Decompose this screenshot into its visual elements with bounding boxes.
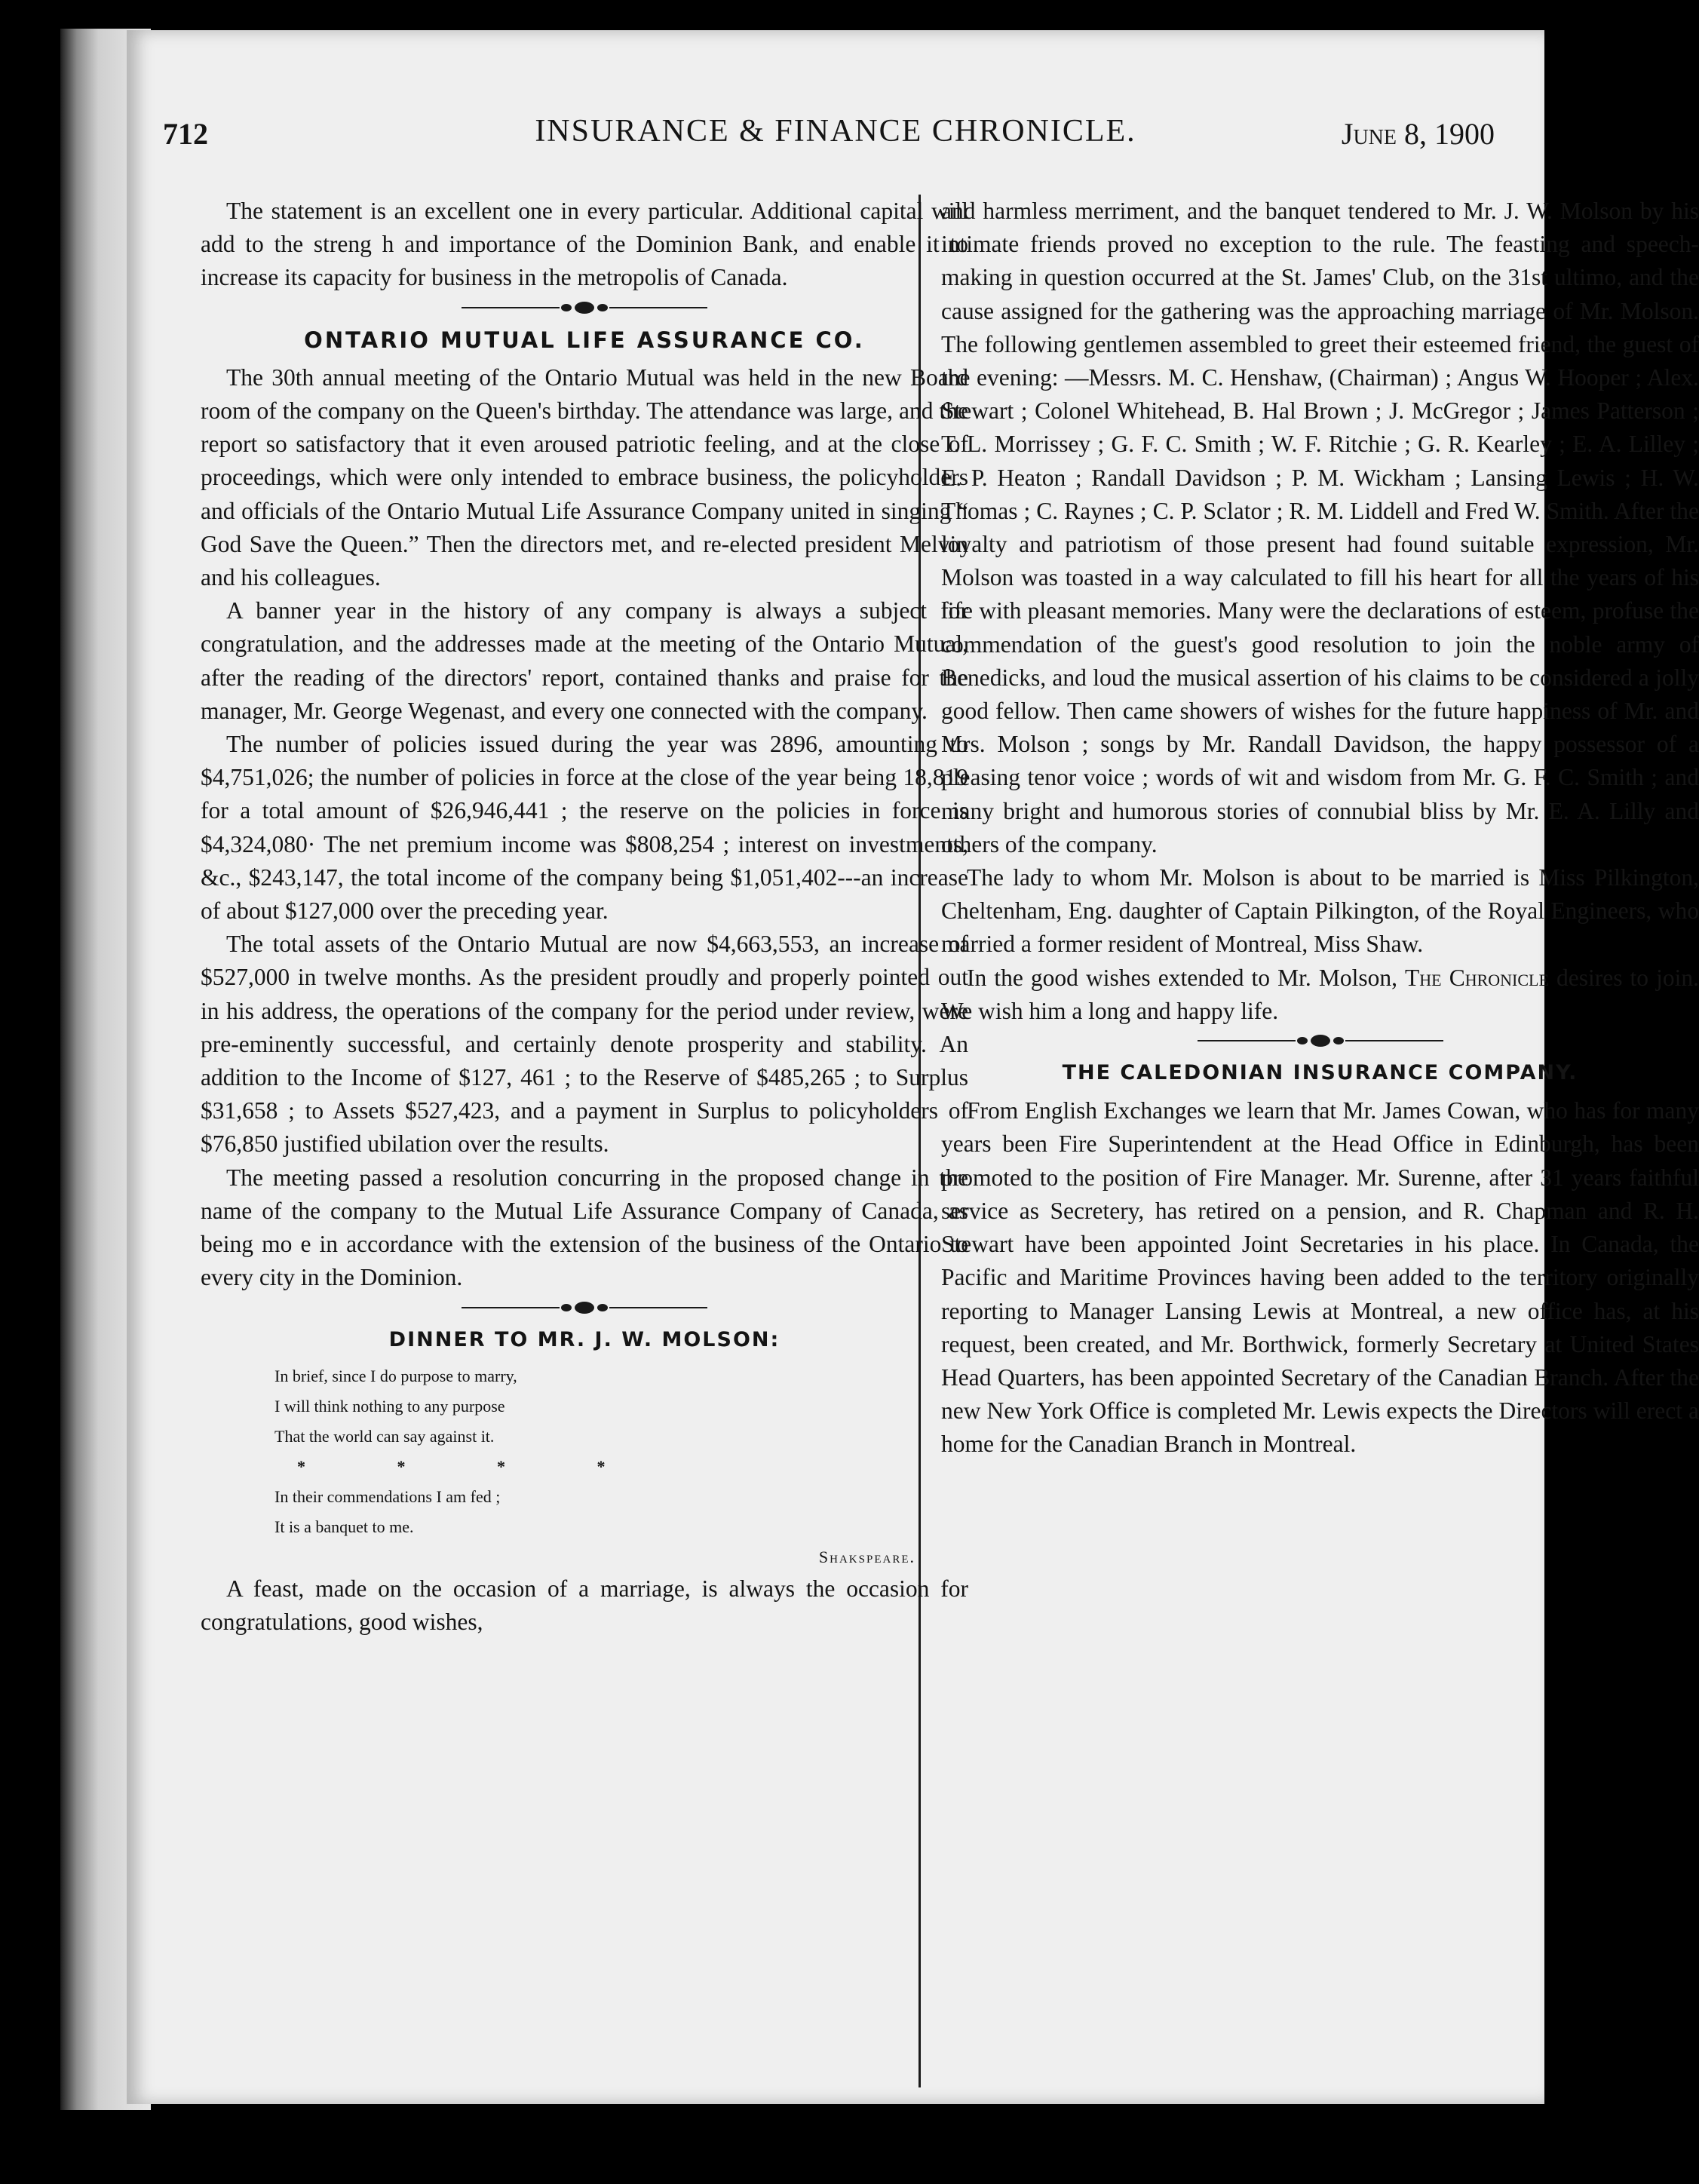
publication-title: INSURANCE & FINANCE CHRONICLE. xyxy=(535,114,1136,149)
verse-line: It is a banquet to me. xyxy=(274,1517,414,1536)
newspaper-page xyxy=(127,30,1699,2104)
verse-line: In brief, since I do purpose to marry, xyxy=(274,1366,517,1385)
verse-attribution: Shakspeare. xyxy=(818,1547,915,1566)
chronicle-name: The Chronicle xyxy=(1405,964,1549,991)
verse-line: I will think nothing to any purpose xyxy=(274,1396,505,1416)
ontario-paragraph-3: The number of policies issued during the year was 2896, amounting to $4,751,026; the number of policies in force at the close of the year being 18,819 for a total amount of $26,946,441 ; the reserve on the policies in force is $4,324,080· The net premium income was $808,254 ; interest on investments, &c., $243,147, the total income of the company being $1,051,402---an increase of about $127,000 over the preceding year. xyxy=(201,731,968,925)
verse-line: In their commendations I am fed ; xyxy=(274,1486,501,1506)
dinner-paragraph-3 xyxy=(941,962,1699,1028)
dinner-paragraph-1-continued: and harmless merriment, and the banquet tendered to Mr. J. W. Molson by his intimate friends proved no exception to the rule. The feasting and speech-making in question occurred at the St. James' Club, on the 31st ultimo, and the cause assigned for the gathering was the approaching marriage of Mr. Molson. The following gentlemen assembled to greet their esteemed friend, the guest of the evening: —Messrs. M. C. Henshaw, (Chairman) ; Angus W. Hooper ; Alex. Stewart ; Colonel Whitehead, B. Hal Brown ; J. McGregor ; James Patterson ; T. L. Morrissey ; G. F. C. Smith ; W. F. Ritchie ; G. R. Kearley ; E. A. Lilley ; E. P. Heaton ; Randall Davidson ; P. M. Wickham ; Lansing Lewis ; H. W. Thomas ; C. Raynes ; C. P. Sclator ; R. M. Liddell and Fred W. Smith. After the loyalty and patriotism of those present had found suitable expression, Mr. Molson was toasted in a way calculated to fill his heart for all the years of his life with pleasant memories. Many were the declarations of esteem, profuse the commendation of the guest's good resolution to join the noble army of Benedicks, and loud the musical assertion of his claims to be considered a jolly good fellow. Then came showers of wishes for the future happiness of Mr. and Mrs. Molson ; songs by Mr. Randall Davidson, the happy possessor of a pleasing tenor voice ; words of wit and wisdom from Mr. G. F. C. Smith ; and many bright and humorous stories of connubial bliss by Mr. E. A. Lilly and others of the company. xyxy=(941,198,1699,857)
dinner-heading: DINNER TO MR. J. W. MOLSON: xyxy=(388,1327,780,1351)
dominion-bank-paragraph: The statement is an excellent one in every particular. Additional capital will add to the streng h and importance of the Dominion Bank, and enable it to increase its capacity for business in the metropolis of Canada. xyxy=(201,198,968,291)
ontario-paragraph-5: The meeting passed a resolution concurring in the proposed change in the name of the company to the Mutual Life Assurance Company of Canada, as being mo e in accordance with the extension of the business of the Ontario to every city in the Dominion. xyxy=(201,1164,968,1291)
dinner-text: In the good wishes extended to Mr. Molson, xyxy=(967,964,1397,991)
caledonian-heading: THE CALEDONIAN INSURANCE COMPANY. xyxy=(1062,1061,1578,1085)
shakespeare-epigraph xyxy=(274,1361,968,1572)
dinner-paragraph-1: A feast, made on the occasion of a marriage, is always the occasion for congratulations, good wishes, xyxy=(201,1575,968,1635)
section-ornament xyxy=(201,1296,968,1319)
dinner-text: desires to join. We wish him a long and happy life. xyxy=(941,964,1699,1024)
caledonian-paragraph: From English Exchanges we learn that Mr. James Cowan, who has for many years been Fire Superintendent at the Head Office in Edinburgh, has been promoted to the position of Fire Manager. Mr. Surenne, after 31 years faithful service as Secretery, has retired on a pension, and R. Chapman and R. H. Stewart have been appointed Joint Secretaries in his place. In Canada, the Pacific and Maritime Provinces having been added to the territory originally reporting to Manager Lansing Lewis at Montreal, a new office has, at his request, been created, and Mr. Borthwick, formerly Secretary at United States Head Quarters, has been appointed Secretary of the Canadian Branch. After the new New York Office is completed Mr. Lewis expects the Directors will erect a home for the Canadian Branch in Montreal. xyxy=(941,1097,1699,1458)
left-column xyxy=(201,195,968,1639)
verse-line: That the world can say against it. xyxy=(274,1426,495,1446)
page-number: 712 xyxy=(163,117,208,151)
ontario-paragraph-4: The total assets of the Ontario Mutual are now $4,663,553, an increase of $527,000 in twelve months. As the president proudly and properly pointed out in his address, the operations of the company for the period under review, were pre-eminently successful, and certainly denote prosperity and stability. An addition to the Income of $127, 461 ; to the Reserve of $485,265 ; to Surplus $31,658 ; to Assets $527,423, and a payment in Surplus to policyholders of $76,850 justified ubilation over the results. xyxy=(201,931,968,1158)
section-ornament xyxy=(941,1029,1699,1052)
section-ornament xyxy=(201,296,968,319)
issue-date: June 8, 1900 xyxy=(1341,117,1495,151)
ontario-paragraph-1: The 30th annual meeting of the Ontario Mutual was held in the new Board room of the company on the Queen's birthday. The attendance was large, and the report so satisfactory that it even aroused patriotic feeling, and at the close of proceedings, which were only intended to embrace business, the policyholders and officials of the Ontario Mutual Life Assurance Company united in singing “ God Save the Queen.” Then the directors met, and re-elected president Melvin and his colleagues. xyxy=(201,363,968,591)
dinner-paragraph-2: The lady to whom Mr. Molson is about to be married is Miss Pilkington, Cheltenham, Eng. daughter of Captain Pilkington, of the Royal Engineers, who married a former resident of Montreal, Miss Shaw. xyxy=(941,864,1699,958)
ontario-mutual-heading: ONTARIO MUTUAL LIFE ASSURANCE CO. xyxy=(304,327,865,353)
right-column xyxy=(941,195,1699,1462)
verse-stars: * * * * xyxy=(297,1456,649,1476)
ontario-paragraph-2: A banner year in the history of any company is always a subject for congratulation, and the addresses made at the meeting of the Ontario Mutual, after the reading of the directors' report, contained thanks and praise for the manager, Mr. George Wegenast, and every one connected with the company. xyxy=(201,597,968,724)
